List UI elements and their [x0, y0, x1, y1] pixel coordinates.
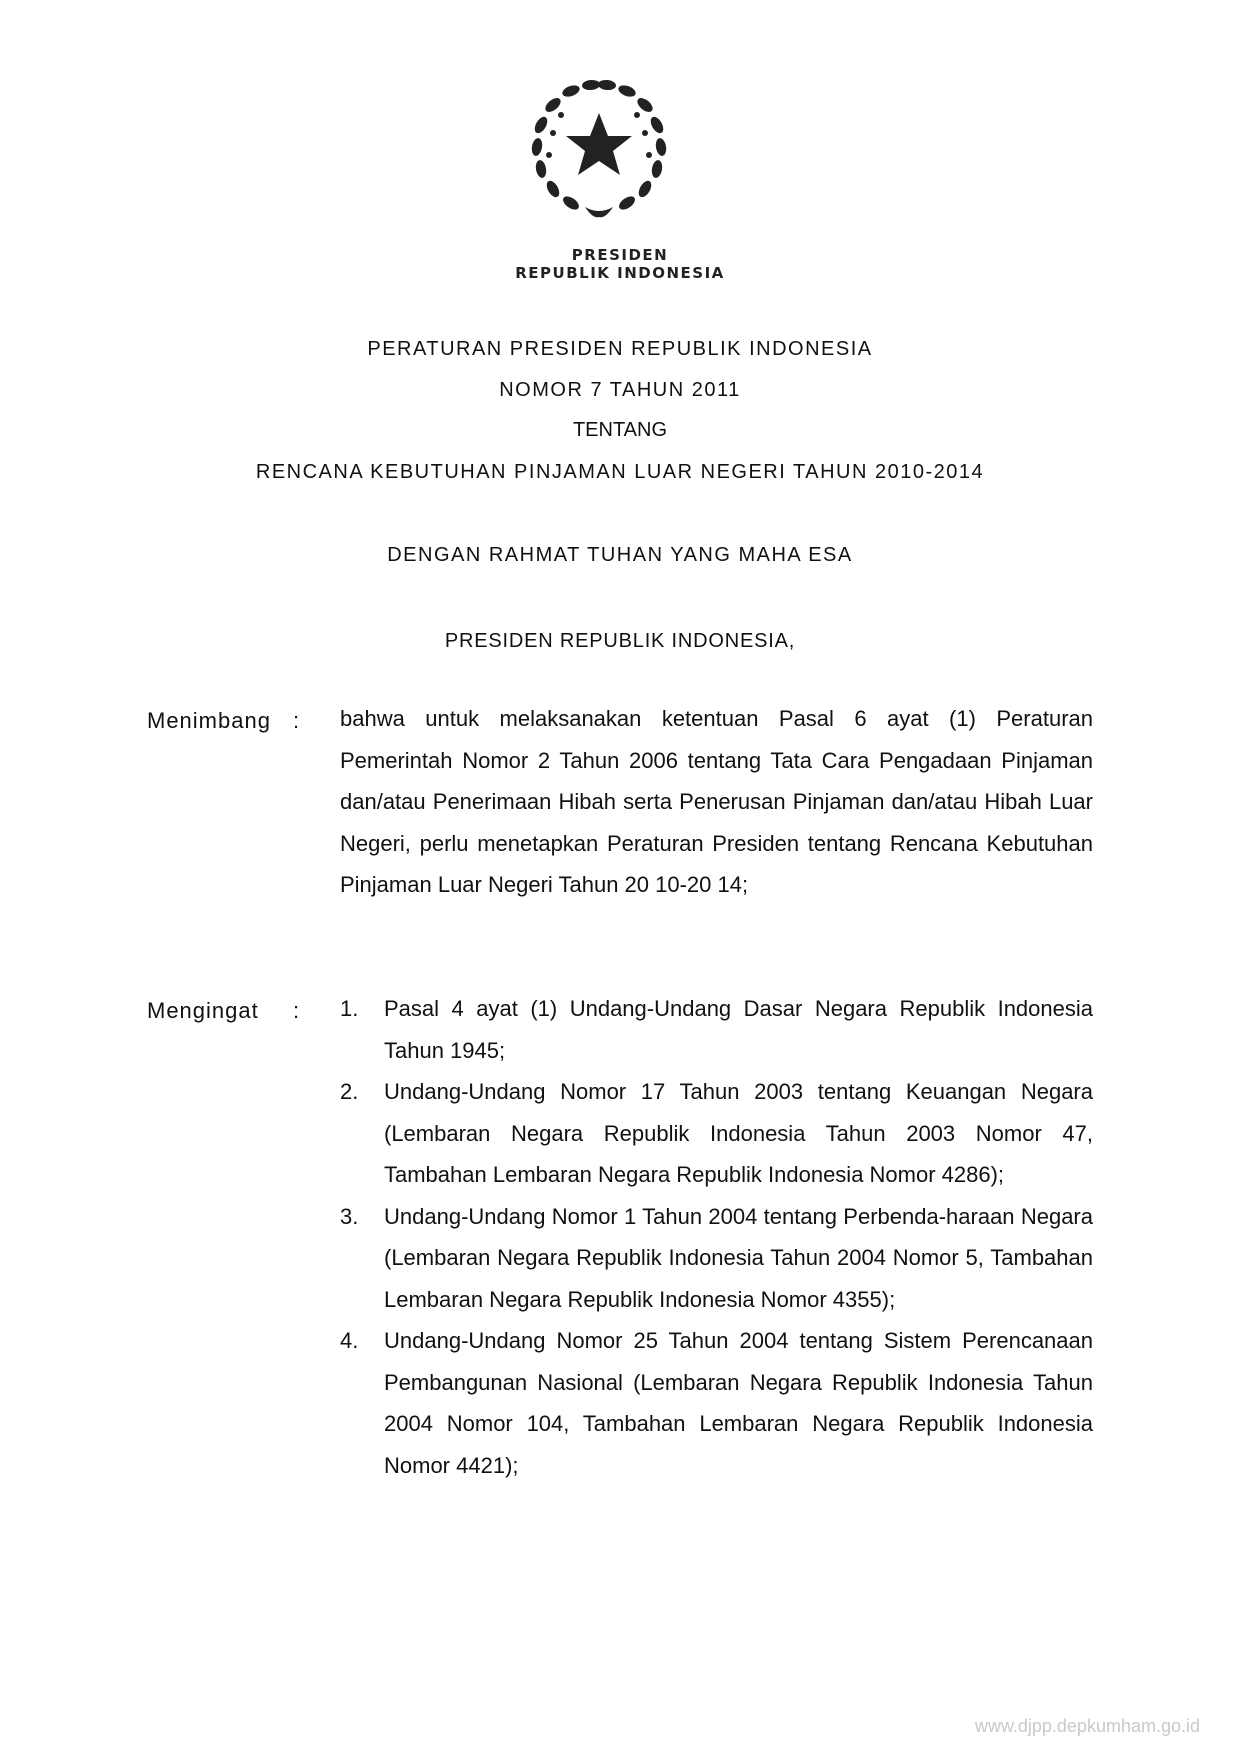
list-text: Undang-Undang Nomor 17 Tahun 2003 tentang Keuangan Negara (Lembaran Negara Republik Indonesia Tahun 2003 Nomor 47, Tambahan Lembaran Negara Republik Indonesia Nomor 4286); — [384, 1079, 1093, 1187]
mengingat-item — [340, 988, 1093, 1071]
list-text: Undang-Undang Nomor 1 Tahun 2004 tentang Perbenda-haraan Negara (Lembaran Negara Republik Indonesia Tahun 2004 Nomor 5, Tambahan Lembaran Negara Republik Indonesia Nomor 4355); — [384, 1203, 1093, 1312]
preamble-president: PRESIDEN REPUBLIK INDONESIA, — [444, 630, 796, 652]
preamble-blessing: DENGAN RAHMAT TUHAN YANG MAHA ESA — [387, 544, 853, 566]
emblem-caption-presiden: PRESIDEN — [571, 246, 669, 264]
mengingat-item — [340, 1320, 1093, 1486]
list-number: 3. — [340, 1203, 359, 1229]
mengingat-list — [340, 988, 1093, 1486]
garuda-star-emblem-icon — [504, 72, 694, 222]
list-number: 4. — [340, 1328, 359, 1353]
menimbang-label: Menimbang — [147, 708, 271, 733]
watermark-link[interactable]: www.djpp.depkumham.go.id — [974, 1716, 1200, 1736]
mengingat-item — [340, 1196, 1093, 1321]
document-title: PERATURAN PRESIDEN REPUBLIK INDONESIA — [367, 338, 873, 360]
mengingat-item — [340, 1071, 1093, 1196]
mengingat-colon: : — [293, 998, 300, 1023]
list-text: Pasal 4 ayat (1) Undang-Undang Dasar Negara Republik Indonesia Tahun 1945; — [384, 996, 1093, 1063]
list-number: 2. — [340, 1079, 359, 1104]
emblem-caption-republik: REPUBLIK INDONESIA — [515, 264, 725, 282]
menimbang-colon: : — [293, 708, 300, 733]
document-subject: RENCANA KEBUTUHAN PINJAMAN LUAR NEGERI TAHUN 2010-2014 — [255, 461, 985, 483]
document-number: NOMOR 7 TAHUN 2011 — [499, 379, 741, 401]
menimbang-text: bahwa untuk melaksanakan ketentuan Pasal 6 ayat (1) Peraturan Pemerintah Nomor 2 Tahun 2006 tentang Tata Cara Pengadaan Pinjaman dan/atau Penerimaan Hibah serta Penerusan Pinjaman dan/atau Hibah Luar Negeri, perlu menetapkan Peraturan Presiden tentang Rencana Kebutuhan Pinjaman Luar Negeri Tahun 20 10-20 14; — [340, 706, 1093, 897]
mengingat-label: Mengingat — [147, 998, 259, 1023]
document-tentang: TENTANG — [572, 419, 668, 441]
list-text: Undang-Undang Nomor 25 Tahun 2004 tentang Sistem Perencanaan Pembangunan Nasional (Lembaran Negara Republik Indonesia Tahun 2004 Nomor 104, Tambahan Lembaran Negara Republik Indonesia Nomor 4421); — [384, 1328, 1093, 1478]
list-number: 1. — [340, 996, 359, 1021]
